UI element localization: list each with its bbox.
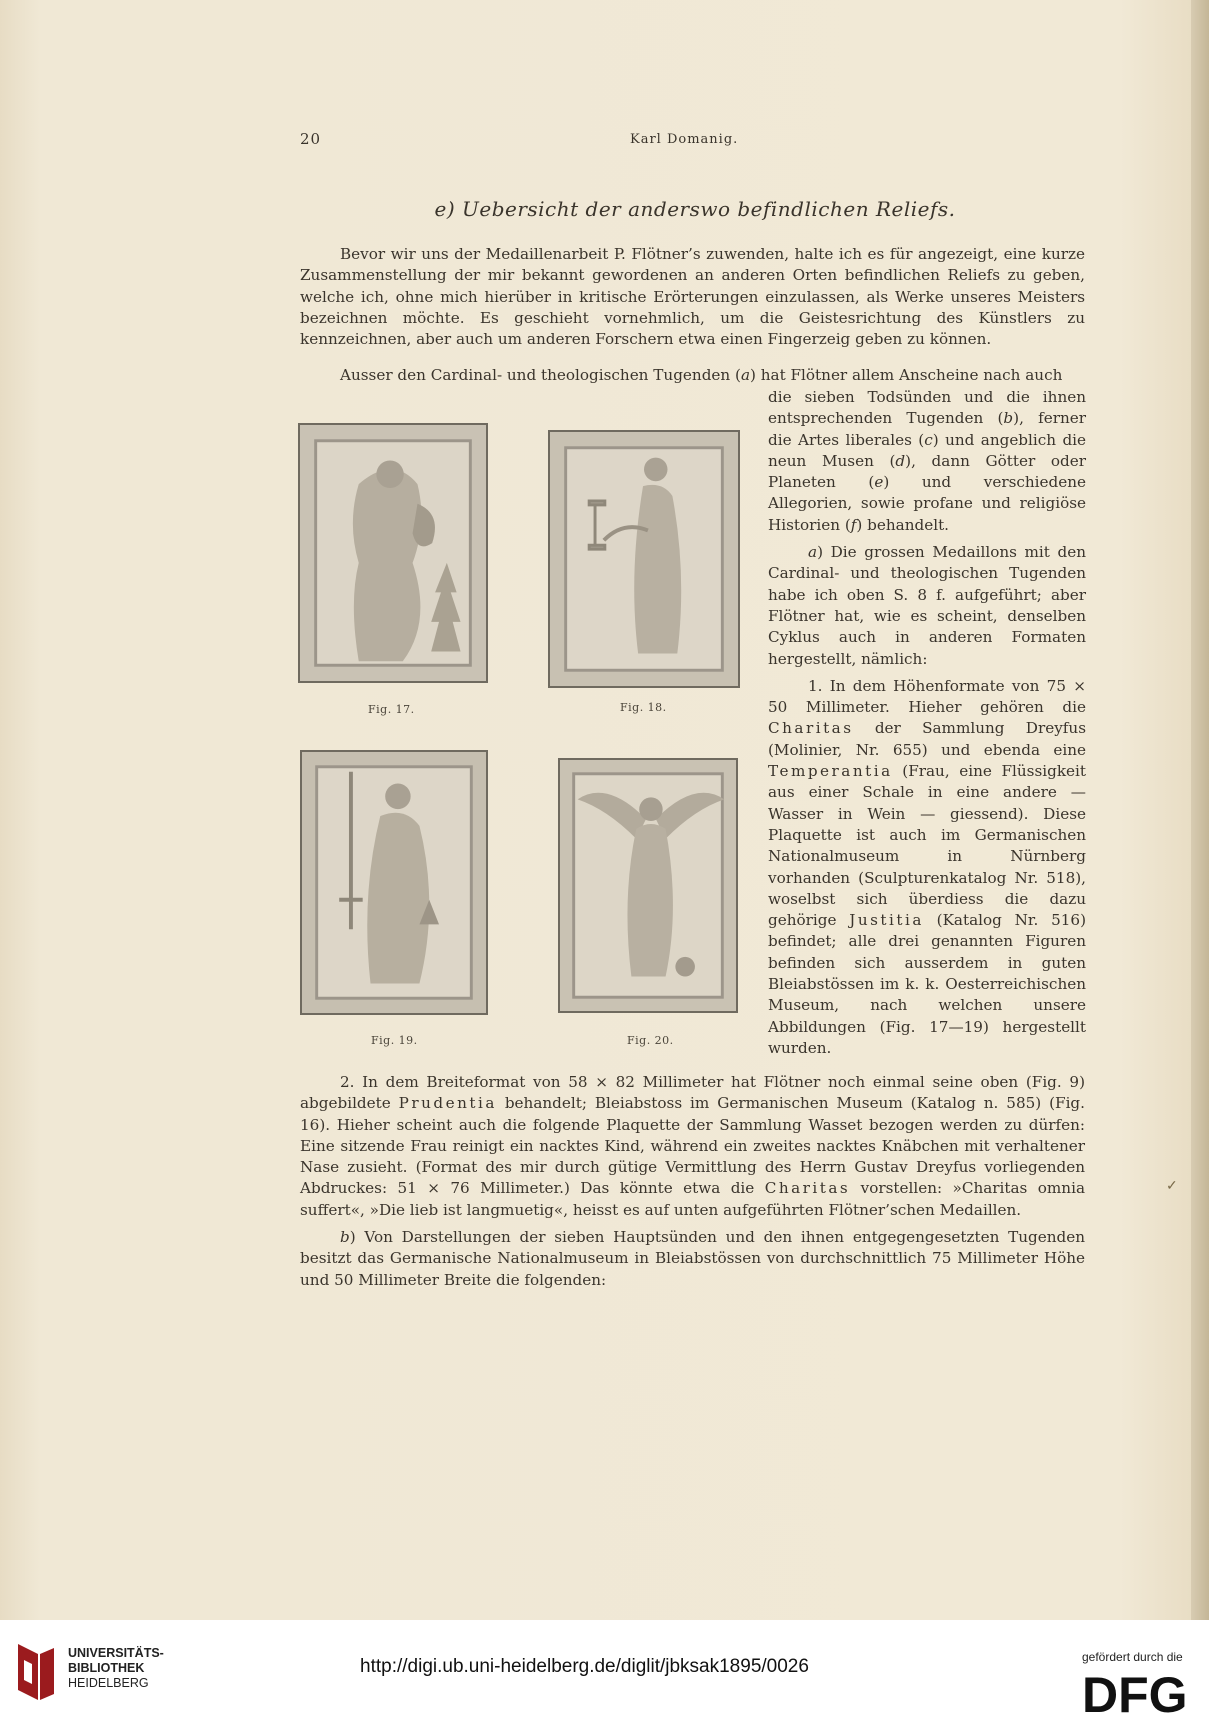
rp1-t3: ) und angeblich die neun Musen ( [768, 430, 1087, 470]
rp3-t1: 1. In dem Höhenformate von 75 × 50 Millimeter. Hieher gehören die [768, 676, 1086, 717]
rp3-t4: (Katalog Nr. 516) befindet; alle drei genannten Figuren befinden sich ausserdem in guten Bleiabstössen im k. k. Oesterreichischen Museum, nach welchen unsere Abbildungen (Fig. 17—19) hergestellt wurden. [768, 911, 1086, 1057]
margin-mark: ✓ [1166, 1178, 1178, 1194]
figure-19-relief [300, 750, 488, 1015]
section-title: e) Uebersicht der anderswo befindlichen Reliefs. [434, 197, 956, 221]
library-name [68, 1646, 164, 1691]
rp1-t2: ), ferner die Artes liberales ( [768, 409, 1086, 449]
rp3-charitas: Charitas [768, 719, 854, 738]
figure-18-relief [548, 430, 740, 688]
bp1-prudentia: Prudentia [398, 1094, 497, 1113]
bottom-paragraph-1 [300, 1072, 1085, 1221]
running-header-author: Karl Domanig. [630, 132, 739, 147]
bp1-charitas: Charitas [764, 1179, 851, 1198]
page-number: 20 [300, 130, 322, 148]
dfg-logo-text: DFG [1082, 1668, 1188, 1718]
bp1-t3: vorstellen: »Charitas omnia suffert«, »Die lieb ist langmuetig«, heisst es auf unten aufgeführten Flötner’schen Medaillen. [300, 1179, 1085, 1219]
right-column-text [768, 387, 1086, 1059]
permalink-url[interactable]: http://digi.ub.uni-heidelberg.de/diglit/jbksak1895/0026 [360, 1656, 809, 1677]
rp1-letter-d: d [895, 451, 906, 470]
intro-paragraph [300, 244, 1085, 350]
bp1-t1: 2. In dem Breiteformat von 58 × 82 Millimeter hat Flötner noch einmal seine oben (Fig. 9) abgebildete [300, 1073, 1085, 1113]
bp2-text: ) Von Darstellungen der sieben Hauptsünden und den ihnen entgegengesetzten Tugenden besitzt das Germanische Nationalmuseum in Bleiabstössen von durchschnittlich 75 Millimeter Höhe und 50 Millimeter Breite die folgenden: [300, 1228, 1085, 1289]
rp3-t3: (Frau, eine Flüssigkeit aus einer Schale in eine andere — Wasser in Wein — giessend). Diese Plaquette ist auch im Germanischen Nationalmuseum in Nürnberg vorhanden (Sculpturenkatalog Nr. 518), woselbst sich überdiess die dazu gehörige [768, 762, 1086, 930]
right-paragraph-1 [768, 387, 1086, 536]
rp1-letter-f: f [850, 515, 857, 534]
figure-18-caption: Fig. 18. [620, 701, 667, 714]
university-library-logo-icon [14, 1640, 58, 1704]
ausser-text-rest: ) hat Flötner allem Anscheine nach auch [750, 366, 1063, 384]
right-paragraph-3 [768, 676, 1086, 1059]
bp1-t2: behandelt; Bleiabstoss im Germanischen Museum (Katalog n. 585) (Fig. 16). Hieher scheint auch die folgende Plaquette der Sammlung Wasset bezogen werden zu dürfen: Eine sitzende Frau reinigt ein nacktes Kind, während ein zweites nacktes Knäbchen mit verhaltener Nase zusieht. (Format des mir durch gütige Vermittlung des Herrn Gustav Dreyfus vorliegenden Abdruckes: 51 × 76 Millimeter.) Das könnte etwa die [300, 1094, 1085, 1198]
library-name-line3: HEIDELBERG [68, 1676, 149, 1690]
figure-19-caption: Fig. 19. [371, 1034, 418, 1047]
figure-17-caption: Fig. 17. [368, 703, 415, 716]
bottom-text [300, 1072, 1085, 1291]
rp1-letter-e: e [874, 473, 884, 492]
rp1-t4: ), dann Götter oder Planeten ( [768, 451, 1086, 492]
library-name-line2: BIBLIOTHEK [68, 1661, 145, 1675]
rp2-letter-a: a [808, 543, 818, 562]
rp3-t2: der Sammlung Dreyfus (Molinier, Nr. 655) und ebenda eine [768, 719, 1086, 759]
intro-text: Bevor wir uns der Medaillenarbeit P. Flötner’s zuwenden, halte ich es für angezeigt, eine kurze Zusammenstellung der mir bekannt gewordenen an anderen Orten befindlichen Reliefs zu geben, welche ich, ohne mich hierüber in kritische Erörterungen einzulassen, als Werke unseres Meisters bezeichnen möchte. Es geschieht vornehmlich, um die Geistesrichtung des Künstlers zu kennzeichnen, aber auch um anderen Forschern etwa einen Fingerzeig geben zu können. [300, 245, 1085, 349]
rp1-t1: die sieben Todsünden und die ihnen entsprechenden Tugenden ( [768, 388, 1086, 428]
rp1-t6: ) behandelt. [856, 515, 950, 534]
bp2-letter-b: b [340, 1228, 350, 1247]
figure-17-relief [298, 423, 488, 683]
library-name-line1: UNIVERSITÄTS- [68, 1646, 164, 1660]
dfg-logo [1082, 1668, 1192, 1718]
rp1-letter-c: c [924, 430, 933, 449]
figure-20-caption: Fig. 20. [627, 1034, 674, 1047]
rp3-temperantia: Temperantia [768, 762, 893, 781]
rp1-letter-b: b [1003, 409, 1014, 428]
rp2-text: ) Die grossen Medaillons mit den Cardinal- und theologischen Tugenden habe ich oben S. 8 f. aufgeführt; aber Flötner hat, wie es scheint, denselben Cyklus auch in anderen Formaten hergestellt, nämlich: [768, 543, 1086, 668]
page-edge-shadow [1191, 0, 1209, 1620]
funding-note: gefördert durch die [1082, 1650, 1183, 1664]
figure-20-relief [558, 758, 738, 1013]
ausser-paragraph [300, 365, 1085, 386]
ausser-letter-a: a [740, 366, 750, 384]
bottom-paragraph-2 [300, 1227, 1085, 1291]
ausser-text: Ausser den Cardinal- und theologischen Tugenden ( [340, 366, 741, 384]
rp3-justitia: Justitia [849, 911, 924, 930]
rp1-t5: ) und verschiedene Allegorien, sowie profane und religiöse Historien ( [768, 473, 1086, 534]
right-paragraph-2 [768, 542, 1086, 670]
running-header [300, 130, 1090, 152]
